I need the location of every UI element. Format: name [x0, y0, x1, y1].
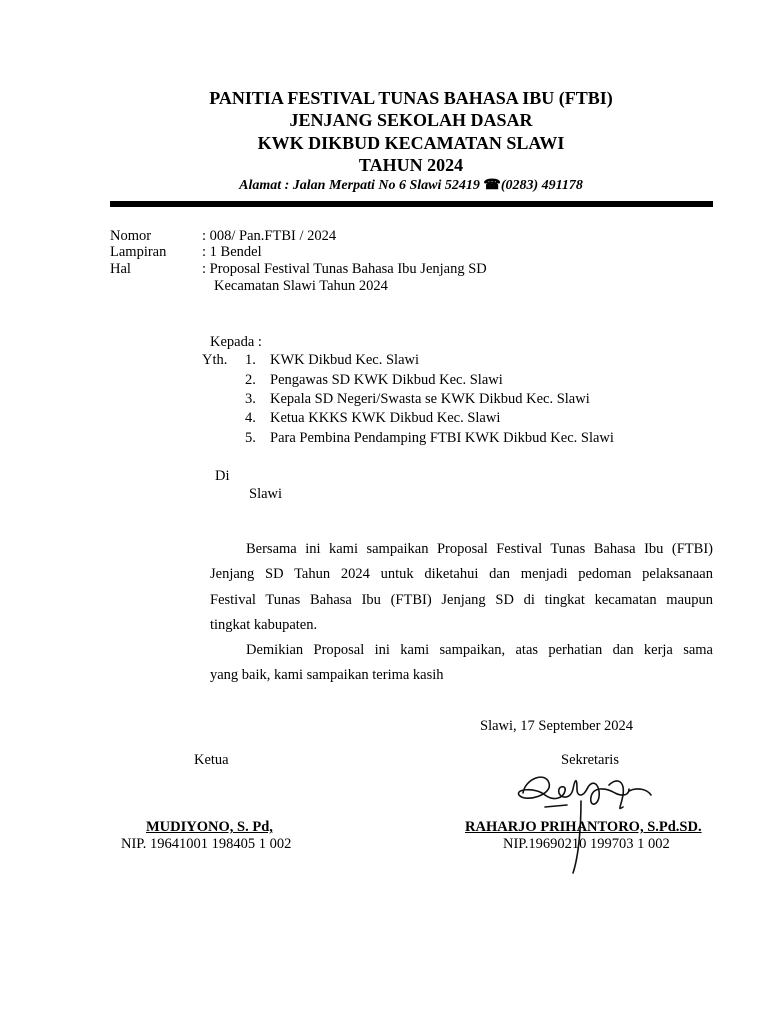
body-p2-line-1: Demikian Proposal ini kami sampaikan, atas perhatian dan kerja sama	[246, 642, 713, 658]
phone-icon: ☎	[483, 178, 501, 193]
hal-value-1: : Proposal Festival Tunas Bahasa Ibu Jenjang SD	[202, 261, 487, 277]
header-divider	[110, 201, 713, 207]
header-title-3: KWK DIKBUD KECAMATAN SLAWI	[257, 133, 565, 153]
nomor-label: Nomor	[110, 228, 152, 244]
recipient-num-2: 2.	[245, 372, 256, 388]
header-title-4: TAHUN 2024	[358, 155, 464, 175]
lampiran-value: : 1 Bendel	[202, 244, 262, 260]
body-p2-line-2: yang baik, kami sampaikan terima kasih	[210, 667, 444, 683]
right-sign-title: Sekretaris	[561, 752, 619, 768]
place-label: Slawi	[249, 486, 283, 502]
phone-number: (0283) 491178	[500, 178, 583, 193]
header-title-1: PANITIA FESTIVAL TUNAS BAHASA IBU (FTBI)	[209, 88, 613, 108]
address-text: Alamat : Jalan Merpati No 6 Slawi 52419	[239, 178, 480, 193]
recipient-item-2: Pengawas SD KWK Dikbud Kec. Slawi	[270, 372, 503, 388]
left-sign-name: MUDIYONO, S. Pd,	[146, 819, 273, 835]
recipient-num-3: 3.	[245, 391, 256, 407]
recipient-num-4: 4.	[245, 410, 256, 426]
recipient-item-5: Para Pembina Pendamping FTBI KWK Dikbud Kec. Slawi	[270, 430, 614, 446]
recipient-item-4: Ketua KKKS KWK Dikbud Kec. Slawi	[270, 410, 501, 426]
yth-label: Yth.	[202, 352, 228, 368]
sign-date: Slawi, 17 September 2024	[480, 718, 634, 734]
right-sign-nip: NIP.19690210 199703 1 002	[503, 836, 670, 852]
body-p1-line-3: Festival Tunas Bahasa Ibu (FTBI) Jenjang SD di tingkat kecamatan maupun	[210, 592, 713, 608]
header-address-line	[0, 177, 768, 194]
nomor-value: : 008/ Pan.FTBI / 2024	[202, 228, 337, 244]
lampiran-label: Lampiran	[110, 244, 167, 260]
recipient-num-5: 5.	[245, 430, 256, 446]
recipient-num-1: 1.	[245, 352, 256, 368]
body-p1-line-4: tingkat kabupaten.	[210, 617, 318, 633]
header-title-2: JENJANG SEKOLAH DASAR	[289, 110, 533, 130]
hal-label: Hal	[110, 261, 131, 277]
hal-value-2: Kecamatan Slawi Tahun 2024	[214, 278, 388, 294]
recipient-item-3: Kepala SD Negeri/Swasta se KWK Dikbud Kec. Slawi	[270, 391, 590, 407]
body-p1-line-2: Jenjang SD Tahun 2024 untuk diketahui dan menjadi pedoman pelaksanaan	[210, 566, 713, 582]
left-sign-title: Ketua	[194, 752, 229, 768]
recipient-item-1: KWK Dikbud Kec. Slawi	[270, 352, 420, 368]
left-sign-nip: NIP. 19641001 198405 1 002	[121, 836, 292, 852]
kepada-label: Kepada :	[210, 334, 262, 350]
di-label: Di	[215, 468, 230, 484]
right-sign-name: RAHARJO PRIHANTORO, S.Pd.SD.	[465, 819, 702, 835]
body-p1-line-1: Bersama ini kami sampaikan Proposal Festival Tunas Bahasa Ibu (FTBI)	[246, 541, 713, 557]
